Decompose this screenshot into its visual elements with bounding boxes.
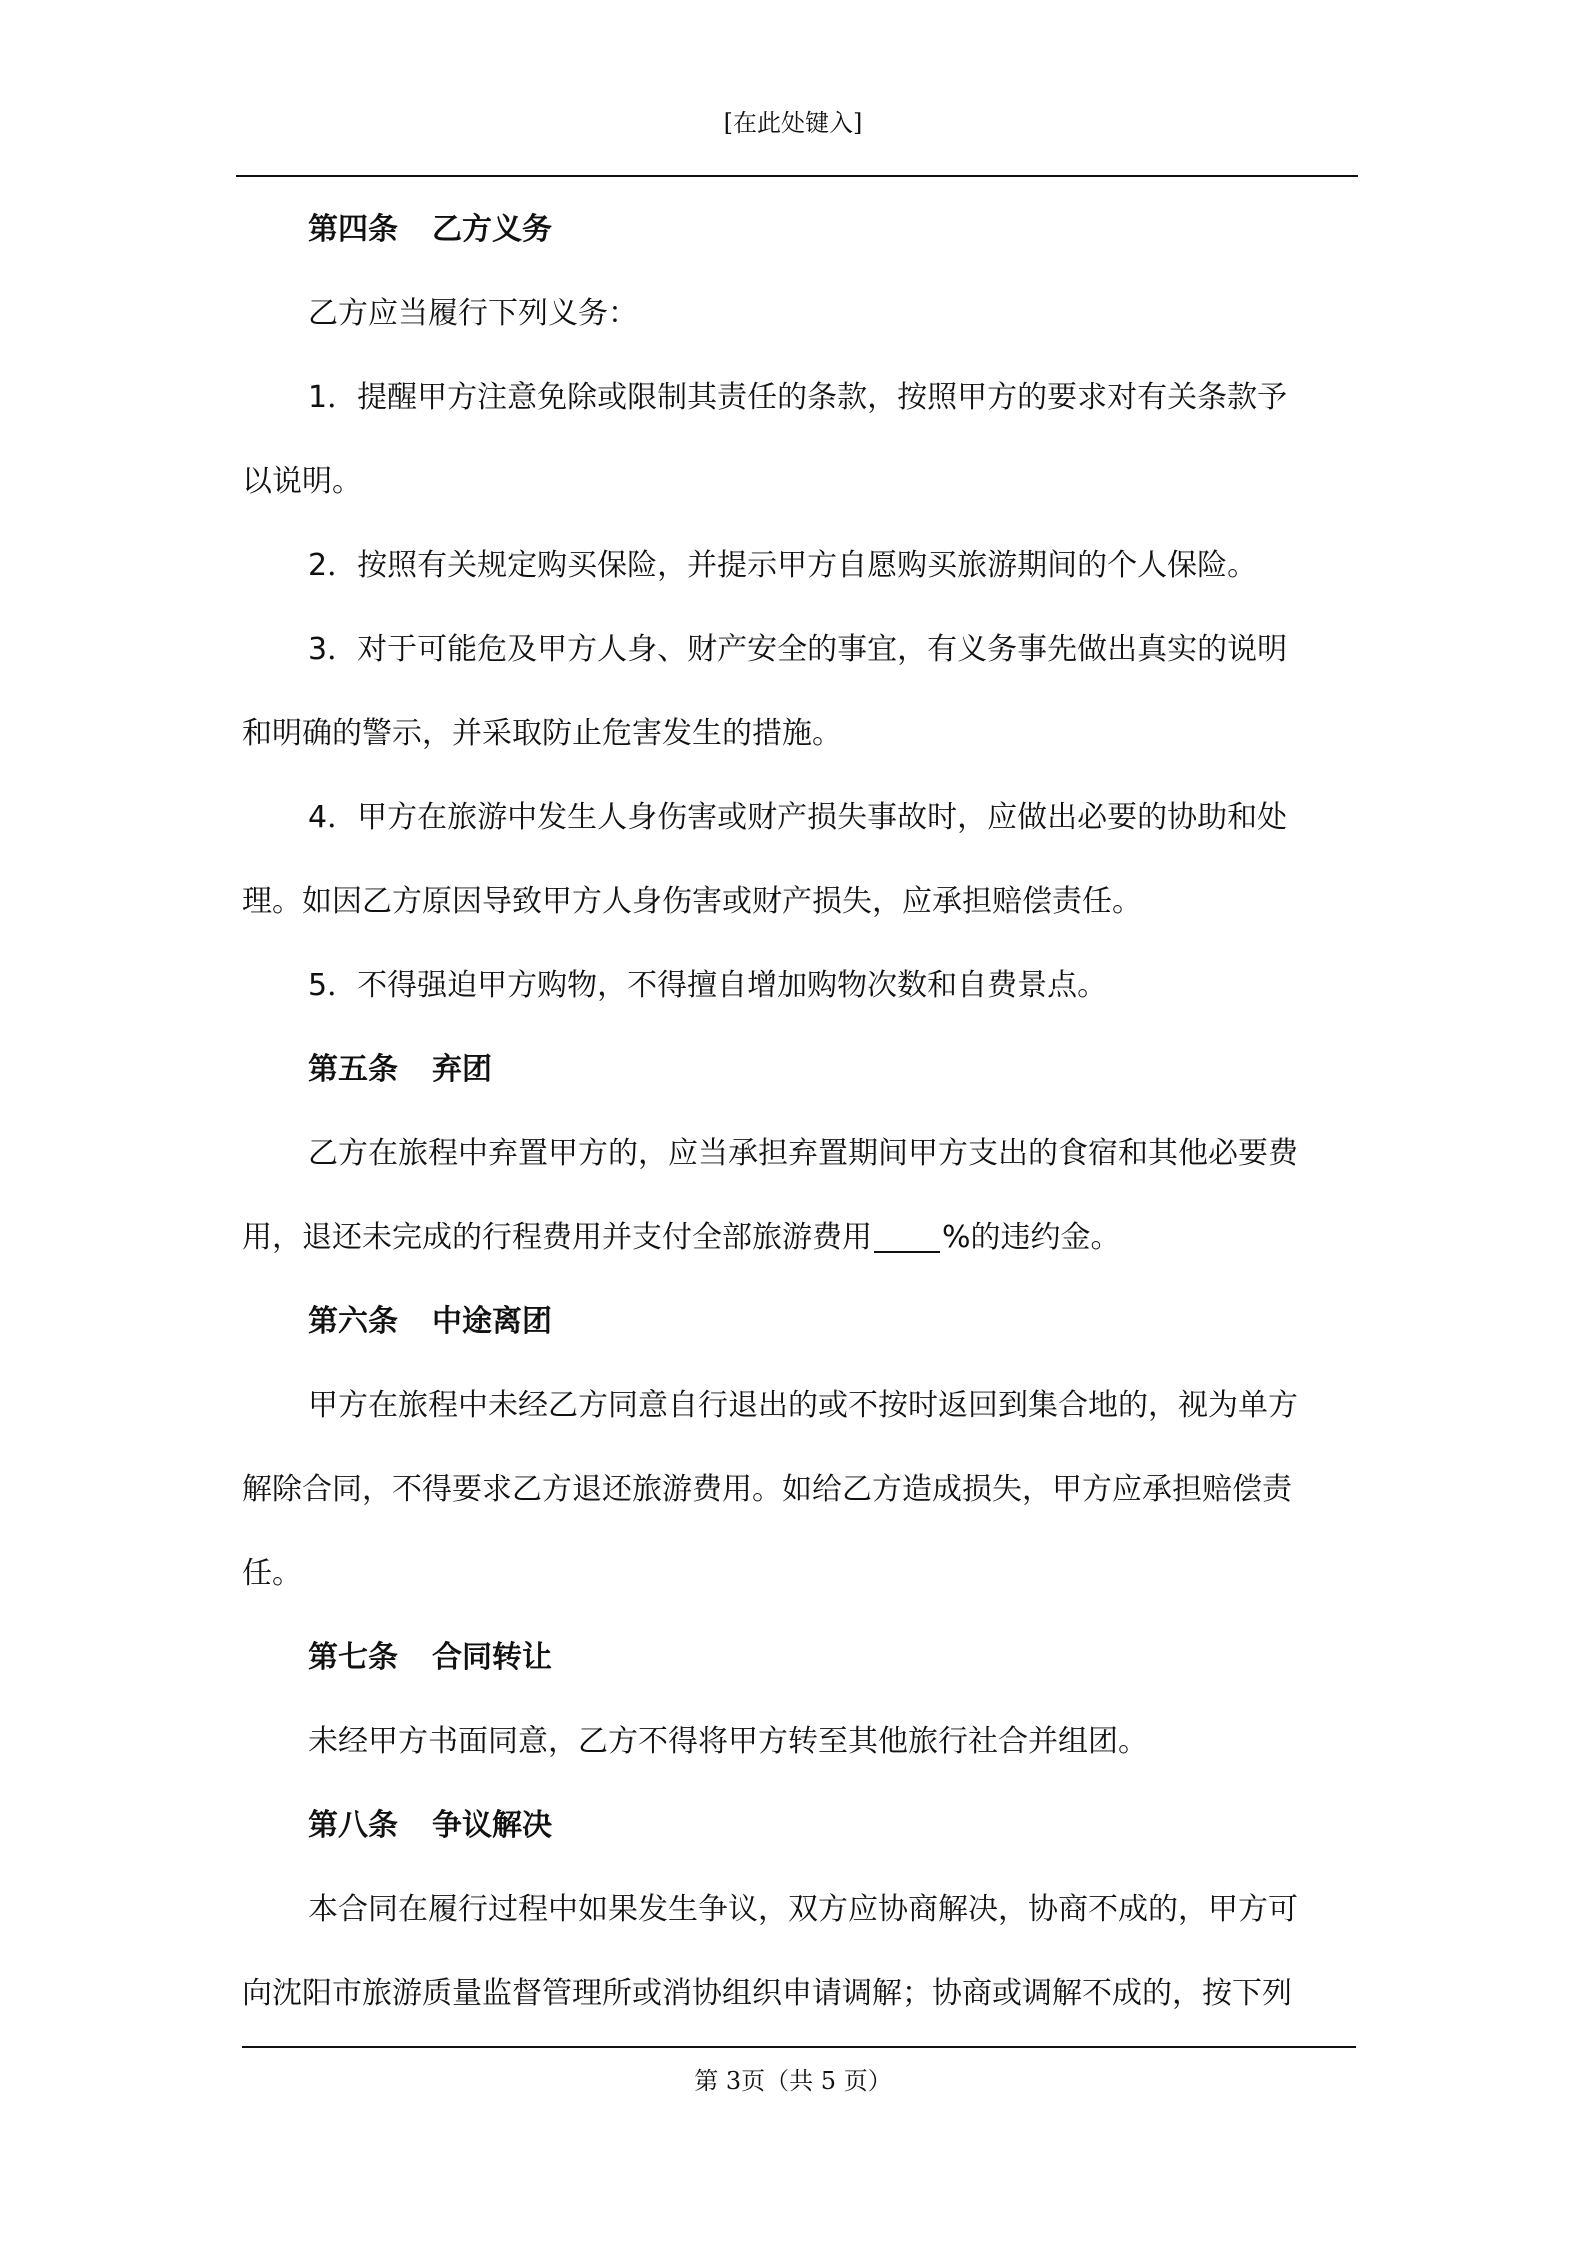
article-5-paragraph-line-2 <box>242 1196 1354 1280</box>
article-6-paragraph-line-2: 解除合同，不得要求乙方退还旅游费用。如给乙方造成损失，甲方应承担赔偿责 <box>242 1472 1292 1507</box>
article-5-number: 第五条 <box>308 1052 398 1087</box>
article-4-item-3-line-1: 3．对于可能危及甲方人身、财产安全的事宜，有义务事先做出真实的说明 <box>308 632 1288 667</box>
article-4-item-1-line-2: 以说明。 <box>242 464 362 499</box>
footer-rule <box>242 2046 1356 2048</box>
article-4-intro: 乙方应当履行下列义务： <box>308 296 638 331</box>
page-number-footer: 第 3页（共 5 页） <box>694 2067 892 2095</box>
article-4-item-2: 2．按照有关规定购买保险，并提示甲方自愿购买旅游期间的个人保险。 <box>308 548 1258 583</box>
article-5-text-after-blank: %的违约金。 <box>942 1220 1121 1255</box>
article-7-heading <box>242 1616 1354 1700</box>
article-4-number: 第四条 <box>308 212 398 247</box>
article-4-item-1-line-1: 1．提醒甲方注意免除或限制其责任的条款，按照甲方的要求对有关条款予 <box>308 380 1288 415</box>
article-6-paragraph-line-3: 任。 <box>242 1556 302 1591</box>
article-4-title: 乙方义务 <box>432 212 552 247</box>
article-7-paragraph: 未经甲方书面同意，乙方不得将甲方转至其他旅行社合并组团。 <box>308 1724 1148 1759</box>
article-4-item-3-line-2: 和明确的警示，并采取防止危害发生的措施。 <box>242 716 842 751</box>
page-header: [在此处键入] <box>723 109 863 137</box>
article-6-title: 中途离团 <box>432 1304 552 1339</box>
article-5-paragraph-line-1: 乙方在旅程中弃置甲方的，应当承担弃置期间甲方支出的食宿和其他必要费 <box>308 1136 1298 1171</box>
document-body <box>242 188 1354 2036</box>
article-7-title: 合同转让 <box>432 1640 552 1675</box>
article-7-number: 第七条 <box>308 1640 398 1675</box>
article-4-item-5: 5．不得强迫甲方购物，不得擅自增加购物次数和自费景点。 <box>308 968 1108 1003</box>
article-5-heading <box>242 1028 1354 1112</box>
header-rule <box>236 175 1358 177</box>
article-5-text-before-blank: 用，退还未完成的行程费用并支付全部旅游费用 <box>242 1220 872 1255</box>
article-6-number: 第六条 <box>308 1304 398 1339</box>
penalty-percent-blank[interactable] <box>874 1221 940 1253</box>
article-8-paragraph-line-2: 向沈阳市旅游质量监督管理所或消协组织申请调解；协商或调解不成的，按下列 <box>242 1976 1292 2011</box>
article-8-title: 争议解决 <box>432 1808 552 1843</box>
article-6-heading <box>242 1280 1354 1364</box>
article-8-number: 第八条 <box>308 1808 398 1843</box>
article-6-paragraph-line-1: 甲方在旅程中未经乙方同意自行退出的或不按时返回到集合地的，视为单方 <box>308 1388 1298 1423</box>
article-4-heading <box>242 188 1354 272</box>
article-4-item-4-line-1: 4．甲方在旅游中发生人身伤害或财产损失事故时，应做出必要的协助和处 <box>308 800 1288 835</box>
article-5-title: 弃团 <box>432 1052 492 1087</box>
article-8-paragraph-line-1: 本合同在履行过程中如果发生争议，双方应协商解决，协商不成的，甲方可 <box>308 1892 1298 1927</box>
article-8-heading <box>242 1784 1354 1868</box>
article-4-item-4-line-2: 理。如因乙方原因导致甲方人身伤害或财产损失，应承担赔偿责任。 <box>242 884 1142 919</box>
